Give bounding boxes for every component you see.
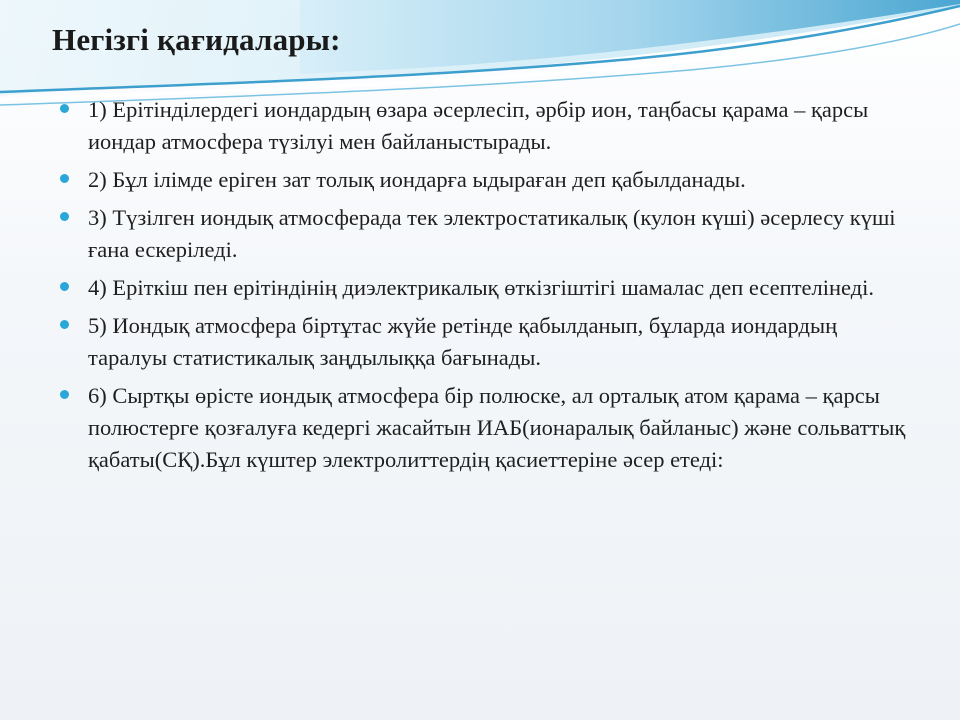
bullet-text: 5) Иондық атмосфера біртұтас жүйе ретінде қабылданып, бұларда иондардың таралуы статистикалық заңдылыққа бағынады. <box>88 313 838 370</box>
list-item <box>58 94 908 158</box>
list-item <box>58 202 908 266</box>
list-item <box>58 164 908 196</box>
bullet-icon <box>60 212 69 221</box>
bullet-text: 4) Еріткіш пен ерітіндінің диэлектрикалық өткізгіштігі шамалас деп есептелінеді. <box>88 275 875 300</box>
list-item <box>58 380 908 476</box>
bullet-text: 1) Ерітінділердегі иондардың өзара әсерлесіп, әрбір ион, таңбасы қарама – қарсы иондар атмосфера түзілуі мен байланыстырады. <box>88 97 869 154</box>
bullet-icon <box>60 104 69 113</box>
bullet-icon <box>60 282 69 291</box>
list-item <box>58 272 908 304</box>
bullet-icon <box>60 174 69 183</box>
bullet-text: 6) Сыртқы өрісте иондық атмосфера бір полюске, ал орталық атом қарама – қарсы полюстерге қозғалуға кедергі жасайтын ИАБ(ионаралық байланыс) және сольваттық қабаты(СҚ).Бұл күштер электролиттердің қасиеттеріне әсер етеді: <box>88 383 906 472</box>
list-item <box>58 310 908 374</box>
bullet-icon <box>60 390 69 399</box>
bullet-list <box>58 94 908 482</box>
slide-title: Негізгі қағидалары: <box>52 22 341 57</box>
bullet-text: 2) Бұл ілімде еріген зат толық иондарға ыдыраған деп қабылданады. <box>88 167 746 192</box>
bullet-text: 3) Түзілген иондық атмосферада тек электростатикалық (кулон күші) әсерлесу күші ғана ескеріледі. <box>88 205 896 262</box>
bullet-icon <box>60 320 69 329</box>
